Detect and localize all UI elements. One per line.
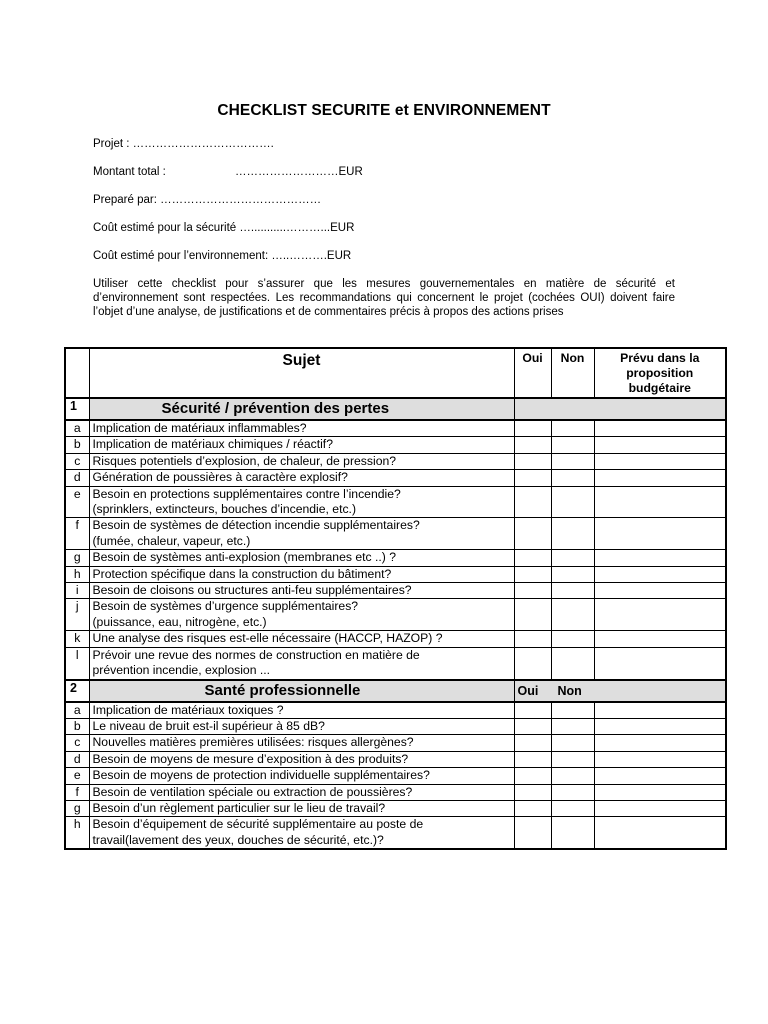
non-checkbox-cell[interactable] [551, 768, 594, 784]
item-question-line1: Implication de matériaux inflammables? [92, 421, 307, 435]
item-question-line1: Besoin de moyens de mesure d’exposition à des produits? [92, 751, 409, 766]
field-montant [93, 166, 363, 178]
header-non: Non [551, 348, 594, 398]
oui-checkbox-cell[interactable] [514, 800, 551, 816]
table-row [65, 751, 726, 767]
item-question [89, 702, 514, 719]
prevu-cell[interactable] [594, 702, 726, 719]
item-question-line1: Besoin de systèmes de détection incendie supplémentaires? [92, 518, 420, 533]
item-question-line1: Besoin de moyens de protection individuelle supplémentaires? [92, 768, 430, 783]
item-question [89, 647, 514, 679]
header-prevu: Prévu dans la proposition budgétaire [594, 348, 726, 398]
item-letter: e [65, 768, 89, 784]
prevu-cell[interactable] [594, 420, 726, 437]
prevu-cell[interactable] [594, 583, 726, 599]
item-question [89, 784, 514, 800]
oui-checkbox-cell[interactable] [514, 470, 551, 486]
item-letter: l [65, 647, 89, 679]
item-letter: f [65, 784, 89, 800]
table-row [65, 647, 726, 679]
section-non-label: Non [557, 683, 582, 698]
prevu-cell[interactable] [594, 751, 726, 767]
table-header-row [65, 348, 726, 398]
item-question-line1: Une analyse des risques est-elle nécessaire (HACCP, HAZOP) ? [92, 631, 443, 646]
non-checkbox-cell[interactable] [551, 718, 594, 734]
item-letter: a [65, 702, 89, 719]
item-question-line1: Génération de poussières à caractère explosif? [92, 470, 348, 485]
non-checkbox-cell[interactable] [551, 784, 594, 800]
item-letter: f [65, 518, 89, 550]
prevu-cell[interactable] [594, 631, 726, 647]
non-checkbox-cell[interactable] [551, 735, 594, 751]
item-question [89, 518, 514, 550]
table-row [65, 486, 726, 518]
item-question [89, 817, 514, 849]
item-letter: c [65, 735, 89, 751]
item-question-line1: Besoin en protections supplémentaires contre l’incendie? [92, 486, 401, 501]
prevu-cell[interactable] [594, 437, 726, 453]
oui-checkbox-cell[interactable] [514, 566, 551, 582]
oui-checkbox-cell[interactable] [514, 768, 551, 784]
header-sujet: Sujet [89, 348, 514, 398]
item-letter: e [65, 486, 89, 518]
oui-checkbox-cell[interactable] [514, 599, 551, 631]
non-checkbox-cell[interactable] [551, 518, 594, 550]
item-question-line2: (fumée, chaleur, vapeur, etc.) [92, 533, 251, 548]
prevu-cell[interactable] [594, 784, 726, 800]
prevu-cell[interactable] [594, 470, 726, 486]
field-projet: Projet : ………………………………. [93, 138, 274, 150]
item-question [89, 550, 514, 566]
item-question [89, 751, 514, 767]
section-oui-non [514, 398, 726, 420]
prevu-cell[interactable] [594, 817, 726, 849]
table-row [65, 702, 726, 719]
table-row [65, 420, 726, 437]
item-question [89, 735, 514, 751]
table-row [65, 784, 726, 800]
item-question [89, 599, 514, 631]
header-number-cell [65, 348, 89, 398]
non-checkbox-cell[interactable] [551, 470, 594, 486]
oui-checkbox-cell[interactable] [514, 751, 551, 767]
non-checkbox-cell[interactable] [551, 599, 594, 631]
oui-checkbox-cell[interactable] [514, 518, 551, 550]
prevu-cell[interactable] [594, 453, 726, 469]
non-checkbox-cell[interactable] [551, 437, 594, 453]
item-question-line1: Besoin de systèmes d’urgence supplémentaires? [92, 599, 359, 614]
oui-checkbox-cell[interactable] [514, 583, 551, 599]
item-question [89, 800, 514, 816]
oui-checkbox-cell[interactable] [514, 420, 551, 437]
table-row [65, 631, 726, 647]
non-checkbox-cell[interactable] [551, 486, 594, 518]
field-cout-securite: Coût estimé pour la sécurité …...........………...EUR [93, 222, 355, 234]
item-letter: k [65, 631, 89, 647]
item-question-line1: Besoin d’équipement de sécurité supplémentaire au poste de [92, 817, 424, 832]
table-row [65, 768, 726, 784]
item-question-line1: Le niveau de bruit est-il supérieur à 85 dB? [92, 718, 325, 733]
item-letter: d [65, 751, 89, 767]
non-checkbox-cell[interactable] [551, 583, 594, 599]
prevu-cell[interactable] [594, 735, 726, 751]
prevu-cell[interactable] [594, 768, 726, 784]
item-question-line1: Protection spécifique dans la construction du bâtiment? [92, 566, 392, 581]
oui-checkbox-cell[interactable] [514, 718, 551, 734]
section-title: Santé professionnelle [89, 680, 514, 702]
item-question-line1: Implication de matériaux chimiques / réactif? [92, 437, 333, 452]
item-letter: g [65, 550, 89, 566]
item-question-line1: Implication de matériaux toxiques ? [92, 702, 284, 717]
item-letter: g [65, 800, 89, 816]
item-question-line1: Besoin de systèmes anti-explosion (membranes etc ..) ? [92, 550, 396, 565]
table-row [65, 453, 726, 469]
item-question [89, 631, 514, 647]
item-question-line2: (sprinklers, extincteurs, bouches d’incendie, etc.) [92, 502, 357, 517]
field-prepare: Preparé par: …………………………………… [93, 194, 322, 206]
item-question-line1: Prévoir une revue des normes de construction en matière de [92, 647, 420, 662]
intro-paragraph: Utiliser cette checklist pour s’assurer que les mesures gouvernementales en matière de sécurité et d’environnement sont respectées. Les recommandations qui concernent le projet (cochées OUI) doivent faire l’objet d’une analyse, de justifications et de commentaires précis à propos des actions prises [93, 278, 675, 319]
item-question-line1: Besoin de cloisons ou structures anti-feu supplémentaires? [92, 583, 412, 598]
oui-checkbox-cell[interactable] [514, 784, 551, 800]
section-oui-non [514, 680, 726, 702]
oui-checkbox-cell[interactable] [514, 631, 551, 647]
table-row [65, 583, 726, 599]
section-number: 1 [65, 398, 89, 420]
oui-checkbox-cell[interactable] [514, 550, 551, 566]
non-checkbox-cell[interactable] [551, 817, 594, 849]
non-checkbox-cell[interactable] [551, 566, 594, 582]
item-question-line2: prévention incendie, explosion ... [92, 663, 271, 678]
header-oui: Oui [514, 348, 551, 398]
non-checkbox-cell[interactable] [551, 800, 594, 816]
item-question [89, 583, 514, 599]
item-question-line1: Besoin de ventilation spéciale ou extraction de poussières? [92, 784, 413, 799]
item-letter: h [65, 566, 89, 582]
table-row [65, 599, 726, 631]
table-row [65, 470, 726, 486]
non-checkbox-cell[interactable] [551, 631, 594, 647]
item-question [89, 420, 514, 437]
table-row [65, 437, 726, 453]
section-title: Sécurité / prévention des pertes [89, 398, 514, 420]
checklist-table [64, 347, 727, 850]
section-oui-label: Oui [517, 683, 539, 698]
montant-value: ………………………EUR [235, 166, 363, 178]
item-letter: b [65, 437, 89, 453]
non-checkbox-cell[interactable] [551, 420, 594, 437]
item-letter: d [65, 470, 89, 486]
table-row [65, 566, 726, 582]
prevu-cell[interactable] [594, 518, 726, 550]
item-letter: h [65, 817, 89, 849]
prevu-cell[interactable] [594, 550, 726, 566]
oui-checkbox-cell[interactable] [514, 817, 551, 849]
document-title: CHECKLIST SECURITE et ENVIRONNEMENT [217, 102, 551, 119]
non-checkbox-cell[interactable] [551, 453, 594, 469]
prevu-cell[interactable] [594, 566, 726, 582]
item-question [89, 768, 514, 784]
item-letter: i [65, 583, 89, 599]
table-row [65, 800, 726, 816]
section-header-row [65, 398, 726, 420]
item-question [89, 566, 514, 582]
table-row [65, 518, 726, 550]
table-row [65, 718, 726, 734]
item-question [89, 453, 514, 469]
section-number: 2 [65, 680, 89, 702]
item-question-line2: (puissance, eau, nitrogène, etc.) [92, 614, 267, 629]
table-row [65, 735, 726, 751]
oui-checkbox-cell[interactable] [514, 486, 551, 518]
item-question-line1: Nouvelles matières premières utilisées: risques allergènes? [92, 735, 414, 750]
item-question-line1: Risques potentiels d’explosion, de chaleur, de pression? [92, 453, 397, 468]
oui-checkbox-cell[interactable] [514, 437, 551, 453]
section-header-row [65, 680, 726, 702]
oui-checkbox-cell[interactable] [514, 647, 551, 679]
item-question [89, 470, 514, 486]
prevu-cell[interactable] [594, 800, 726, 816]
non-checkbox-cell[interactable] [551, 550, 594, 566]
prevu-cell[interactable] [594, 647, 726, 679]
item-question [89, 486, 514, 518]
item-letter: j [65, 599, 89, 631]
item-question [89, 718, 514, 734]
item-letter: c [65, 453, 89, 469]
item-letter: a [65, 420, 89, 437]
oui-checkbox-cell[interactable] [514, 453, 551, 469]
montant-label: Montant total : [93, 166, 166, 178]
non-checkbox-cell[interactable] [551, 751, 594, 767]
non-checkbox-cell[interactable] [551, 702, 594, 719]
prevu-cell[interactable] [594, 599, 726, 631]
oui-checkbox-cell[interactable] [514, 702, 551, 719]
field-cout-environnement: Coût estimé pour l’environnement: …..……….EUR [93, 250, 352, 262]
non-checkbox-cell[interactable] [551, 647, 594, 679]
prevu-cell[interactable] [594, 718, 726, 734]
oui-checkbox-cell[interactable] [514, 735, 551, 751]
item-question [89, 437, 514, 453]
item-letter: b [65, 718, 89, 734]
item-question-line1: Besoin d’un règlement particulier sur le lieu de travail? [92, 800, 386, 815]
item-question-line2: travail(lavement des yeux, douches de sécurité, etc.)? [92, 832, 384, 847]
prevu-cell[interactable] [594, 486, 726, 518]
table-row [65, 550, 726, 566]
table-row [65, 817, 726, 849]
